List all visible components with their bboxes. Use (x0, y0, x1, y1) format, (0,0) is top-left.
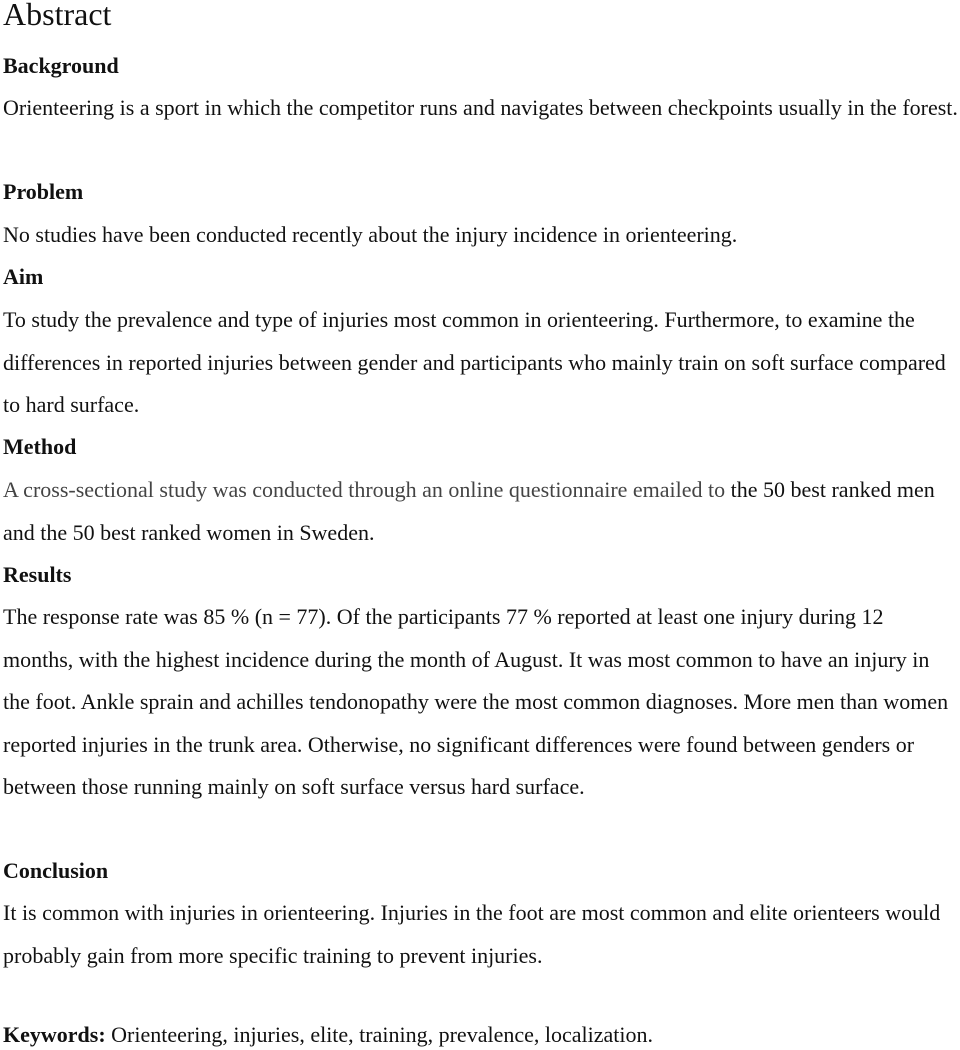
method-text (3, 469, 958, 554)
problem-text: No studies have been conducted recently about the injury incidence in orienteering. (3, 222, 738, 247)
background-text: Orienteering is a sport in which the competitor runs and navigates between checkpoints usually in the forest. (3, 95, 958, 120)
method-text-part1: A cross-sectional study was conducted through an online questionnaire emailed to (3, 477, 726, 502)
results-heading: Results (3, 562, 72, 587)
conclusion-text: It is common with injuries in orienteering. Injuries in the foot are most common and elite orienteers would probably gain from more specific training to prevent injuries. (3, 900, 941, 968)
method-text-part2: the 50 best ranked men and the 50 best ranked women in Sweden. (3, 477, 935, 545)
abstract-title: Abstract (3, 0, 112, 32)
results-text: The response rate was 85 % (n = 77). Of the participants 77 % reported at least one injury during 12 months, with the highest incidence during the month of August. It was most common to have an injury in the foot. Ankle sprain and achilles tendonopathy were the most common diagnoses. More men than women reported injuries in the trunk area. Otherwise, no significant differences were found between genders or between those running mainly on soft surface versus hard surface. (3, 604, 949, 799)
conclusion-heading: Conclusion (3, 858, 109, 883)
aim-heading: Aim (3, 264, 44, 289)
aim-text: To study the prevalence and type of injuries most common in orienteering. Furthermore, to examine the differences in reported injuries between gender and participants who mainly train on soft surface compared to hard surface. (3, 307, 946, 417)
background-heading: Background (3, 53, 119, 78)
problem-heading: Problem (3, 179, 84, 204)
keywords-line (3, 1020, 653, 1050)
method-heading: Method (3, 434, 77, 459)
keywords-label: Keywords: (3, 1022, 106, 1047)
keywords-value: Orienteering, injuries, elite, training, prevalence, localization. (105, 1022, 653, 1047)
